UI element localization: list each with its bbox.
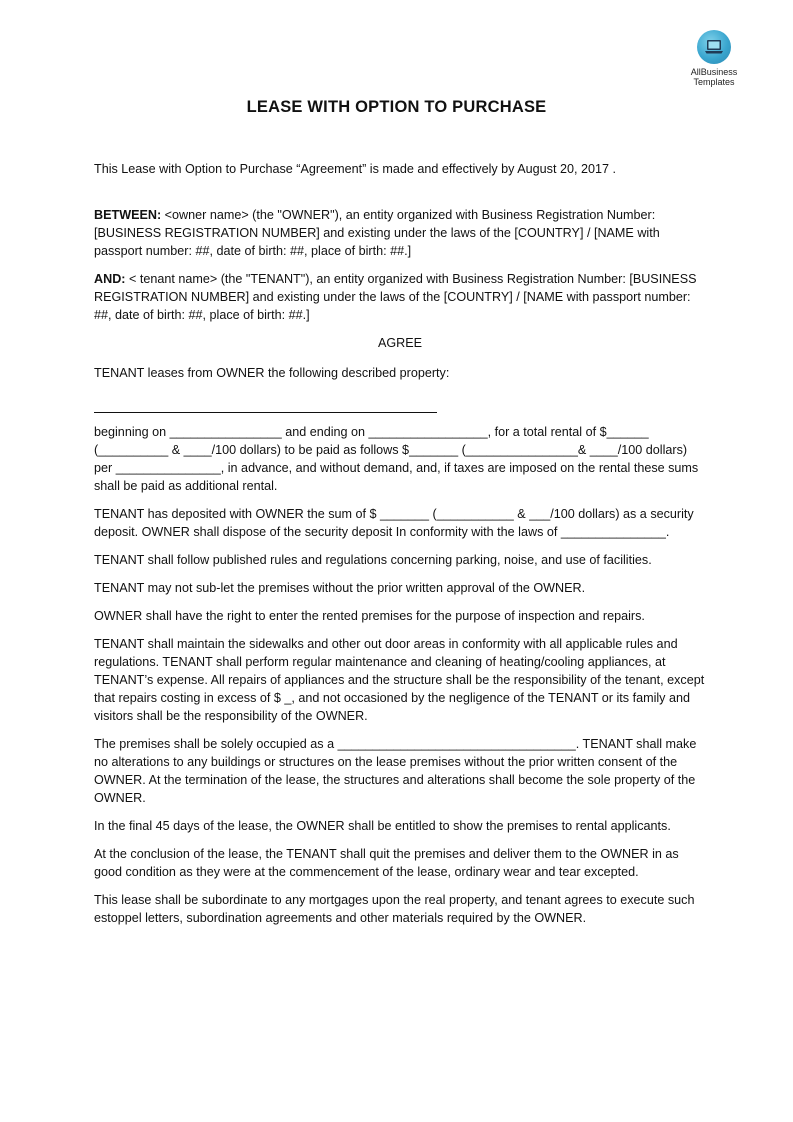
rental-terms-paragraph: beginning on ________________ and ending on _________________, for a total rental of $______ (__________ & ____/100 dollars) to be paid as follows $_______ (________________& ____/100 dollars) per _______________, in advance, and without demand, and, if taxes are imposed on the rental these sums shall be paid as additional rental. [94, 425, 699, 493]
document-title: LEASE WITH OPTION TO PURCHASE [246, 98, 547, 116]
property-intro: TENANT leases from OWNER the following described property: [94, 366, 450, 380]
logo-line-1: AllBusiness [690, 67, 738, 77]
property-blank-line [94, 394, 437, 413]
agree-heading: AGREE [377, 336, 423, 350]
subordination-paragraph: This lease shall be subordinate to any mortgages upon the real property, and tenant agrees to execute such estoppel letters, subordination agreements and other materials required by the OWNER. [94, 893, 695, 925]
and-paragraph [94, 270, 706, 324]
maintenance-paragraph: TENANT shall maintain the sidewalks and other out door areas in conformity with all applicable rules and regulations. TENANT shall perform regular maintenance and cleaning of heating/cooling appliances, at TENANT’s expense. All repairs of appliances and the structure shall be the responsibility of the tenant, except that repairs costing in excess of $ _, and not occasioned by the negligence of the TENANT or its family and visitors shall be the responsibility of the OWNER. [94, 637, 705, 723]
logo-text [680, 67, 748, 87]
allbusiness-templates-logo [680, 30, 748, 87]
logo-line-2: Templates [693, 77, 735, 87]
and-label: AND: [94, 272, 126, 286]
between-text: <owner name> (the "OWNER"), an entity organized with Business Registration Number: [BUSINESS REGISTRATION NUMBER] and existing under the laws of the [COUNTRY] / [NAME with passport number: ##, date of birth: ##, place of birth: ##.] [94, 208, 660, 258]
security-deposit-paragraph: TENANT has deposited with OWNER the sum of $ _______ (___________ & ___/100 dollars) as a security deposit. OWNER shall dispose of the security deposit In conformity with the laws of _______________. [94, 507, 694, 539]
showing-paragraph: In the final 45 days of the lease, the OWNER shall be entitled to show the premises to rental applicants. [94, 819, 671, 833]
sublet-paragraph: TENANT may not sub-let the premises without the prior written approval of the OWNER. [94, 581, 586, 595]
rules-paragraph: TENANT shall follow published rules and regulations concerning parking, noise, and use of facilities. [94, 553, 652, 567]
between-paragraph [94, 206, 706, 260]
conclusion-paragraph: At the conclusion of the lease, the TENANT shall quit the premises and deliver them to the OWNER in as good condition as they were at the commencement of the lease, ordinary wear and tear excepted. [94, 847, 679, 879]
laptop-icon [697, 30, 731, 64]
between-label: BETWEEN: [94, 208, 162, 222]
and-text: < tenant name> (the "TENANT"), an entity organized with Business Registration Number: [BUSINESS REGISTRATION NUMBER] and existing under the laws of the [COUNTRY] / [NAME with passport number: ##, date of birth: ##, place of birth: ##.] [94, 272, 697, 322]
inspection-paragraph: OWNER shall have the right to enter the rented premises for the purpose of inspection and repairs. [94, 609, 645, 623]
document-body [94, 160, 706, 937]
occupancy-paragraph: The premises shall be solely occupied as a __________________________________. TENANT shall make no alterations to any buildings or structures on the lease premises without the prior written consent of the OWNER. At the termination of the lease, the structures and alterations shall become the sole property of the OWNER. [94, 737, 697, 805]
intro-paragraph: This Lease with Option to Purchase “Agreement” is made and effectively by August 20, 2017 . [94, 162, 617, 176]
